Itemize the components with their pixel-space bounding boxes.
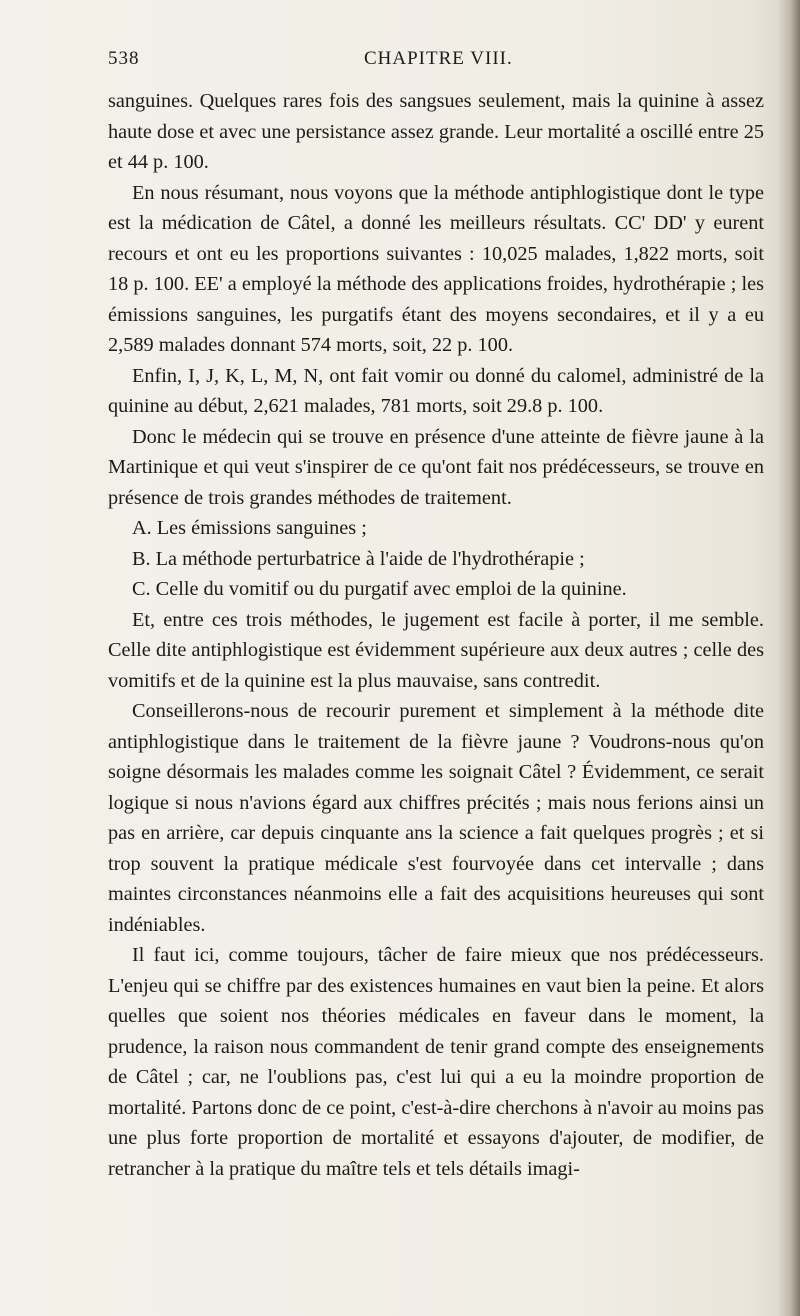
paragraph-three-methods: Donc le médecin qui se trouve en présence d'une atteinte de fièvre jaune à la Martinique et qui veut s'inspirer de ce qu'ont fait nos prédécesseurs, se trouve en présence de trois grandes méthodes de traitement. (108, 425, 764, 509)
paragraph-judgement: Et, entre ces trois méthodes, le jugement est facile à porter, il me semble. Celle dite antiphlogistique est évidemment supérieure aux deux autres ; celle des vomitifs et de la quinine est la plus mauvaise, sans contredit. (108, 608, 764, 692)
paragraph-continuation: sanguines. Quelques rares fois des sangsues seulement, mais la quinine à assez haute dose et avec une persistance assez grande. Leur mortalité a oscillé entre 25 et 44 p. 100. (108, 90, 764, 173)
list-item-b: B. La méthode perturbatrice à l'aide de l'hydrothérapie ; (132, 547, 585, 570)
paragraph-summary: En nous résumant, nous voyons que la méthode antiphlogistique dont le type est la médication de Câtel, a donné les meilleurs résultats. CC' DD' y eurent recours et ont eu les proportions suivantes : 10,025 malades, 1,822 morts, soit 18 p. 100. EE' a employé la méthode des applications froides, hydrothérapie ; les émissions sanguines, les purgatifs étant des moyens secondaires, et il y a eu 2,589 malades donnant 574 morts, soit, 22 p. 100. (108, 181, 764, 356)
list-item-c: C. Celle du vomitif ou du purgatif avec emploi de la quinine. (132, 578, 627, 600)
body-text (108, 86, 764, 1184)
paragraph-conclusion: Il faut ici, comme toujours, tâcher de faire mieux que nos prédécesseurs. L'enjeu qui se chiffre par des existences humaines en vaut bien la peine. Et alors quelles que soient nos théories médicales en faveur dans le moment, la prudence, la raison nous commandent de tenir grand compte des enseignements de Câtel ; car, ne l'oublions pas, c'est lui qui a eu la moindre proportion de mortalité. Partons donc de ce point, c'est-à-dire cherchons à n'avoir au moins pas une plus forte proportion de mortalité et essayons d'ajouter, de modifier, de retrancher à la pratique du maître tels et tels détails imagi- (108, 944, 764, 1180)
paragraph-vomiting-methods: Enfin, I, J, K, L, M, N, ont fait vomir ou donné du calomel, administré de la quinine au début, 2,621 malades, 781 morts, soit 29.8 p. 100. (108, 364, 764, 417)
page-edge-shadow (778, 0, 800, 1316)
running-head (108, 44, 740, 78)
page-number: 538 (108, 48, 140, 69)
chapter-title: CHAPITRE VIII. (364, 48, 513, 69)
paragraph-recommendation: Conseillerons-nous de recourir purement et simplement à la méthode dite antiphlogistique dans le traitement de la fièvre jaune ? Voudrons-nous qu'on soigne désormais les malades comme les soignait Câtel ? Évidemment, ce serait logique si nous n'avions égard aux chiffres précités ; mais nous ferions ainsi un pas en arrière, car depuis cinquante ans la science a fait quelques progrès ; et si trop souvent la pratique médicale s'est fourvoyée dans cet intervalle ; dans maintes circonstances néanmoins elle a fait des acquisitions heureuses qui sont indéniables. (108, 700, 764, 936)
list-item-a: A. Les émissions sanguines ; (132, 517, 367, 539)
